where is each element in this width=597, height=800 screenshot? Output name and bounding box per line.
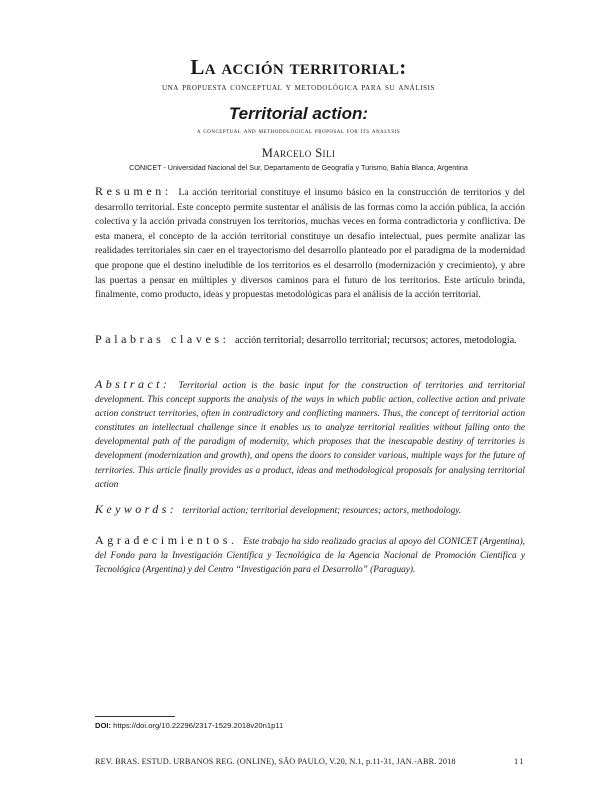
palabras-claves-section bbox=[95, 332, 525, 348]
author-affiliation: CONICET - Universidad Nacional del Sur, Departamento de Geografía y Turismo, Bahía Blanca, Argentina bbox=[129, 163, 468, 172]
resumen-section bbox=[95, 184, 525, 303]
abstract-label: Abstract: bbox=[95, 377, 171, 391]
agradecimientos-text: Este trabajo ha sido realizado gracias al apoyo del CONICET (Argentina), del Fondo para la Investigación Científica y Tecnológica de la Agencia Nacional de Promoción Científica y Tecnológica (Argentina) y del Centro “Investigación para el Desarrollo” (Paraguay). bbox=[95, 537, 525, 576]
keywords-text: territorial action; territorial development; resources; actors, methodology. bbox=[182, 506, 462, 516]
doi-link[interactable]: https://doi.org/10.22296/2317-1529.2018v20n1p11 bbox=[113, 721, 284, 730]
page-number: 11 bbox=[514, 757, 525, 766]
article-title-english: Territorial action: bbox=[228, 104, 369, 123]
agradecimientos-label: Agradecimientos. bbox=[95, 533, 238, 547]
agradecimientos-section bbox=[95, 533, 525, 577]
resumen-label: Resumen: bbox=[95, 184, 172, 198]
author-name: Marcelo Sili bbox=[261, 146, 336, 160]
keywords-label: Keywords: bbox=[95, 502, 178, 516]
abstract-text: Territorial action is the basic input for the construction of territories and territorial development. This concept supports the analysis of the ways in which public action, collective action and private action construct territories, often in contradictory and conflicting manners. Thus, the concept of territorial action constitutes an intellectual challenge since it enables us to analyze territorial realities without falling onto the developmental path of the paradigm of modernity, which proposes that the inescapable destiny of territories is development (modernization and growth), and opens the doors to consider various, multiple ways for the future of territories. This article finally provides as a product, ideas and methodological proposals for analysing territorial action bbox=[95, 381, 525, 490]
article-title: La acción territorial: bbox=[190, 55, 407, 79]
footnote-divider bbox=[95, 716, 175, 717]
doi-line bbox=[95, 721, 283, 730]
article-subtitle: una propuesta conceptual y metodológica para su análisis bbox=[161, 82, 436, 93]
keywords-section bbox=[95, 502, 525, 518]
palabras-claves-text: acción territorial; desarrollo territorial; recursos; actores, metodología. bbox=[235, 335, 517, 346]
resumen-text: La acción territorial constituye el insumo básico en la construcción de territorios y del desarrollo territorial. Este concepto permite sustentar el análisis de las formas como la acción pública, la acción colectiva y la acción privada construyen los territorios, muchas veces en forma contradictoria y conflictiva. De esta manera, el concepto de la acción territorial constituye un desafío intelectual, pues permite analizar las realidades territoriales sin caer en el trayectorismo del desarrollo planteado por el paradigma de la modernidad que propone que el destino ineludible de los territorios es el desarrollo (modernización y crecimiento), y abre las puertas a pensar en múltiples y diversos caminos para el futuro de los territorios. Este artículo brinda, finalmente, como producto, ideas y propuestas metodológicas para el análisis de la acción territorial. bbox=[95, 187, 525, 301]
doi-label: DOI: bbox=[95, 721, 112, 730]
journal-footer: REV. BRAS. ESTUD. URBANOS REG. (ONLINE), SÃO PAULO, V.20, N.1, p.11-31, JAN.-ABR. 2018 bbox=[95, 757, 456, 766]
abstract-section bbox=[95, 377, 525, 492]
article-subtitle-english: a conceptual and methodological proposal for its analysis bbox=[196, 126, 401, 135]
palabras-claves-label: Palabras claves: bbox=[95, 332, 230, 346]
